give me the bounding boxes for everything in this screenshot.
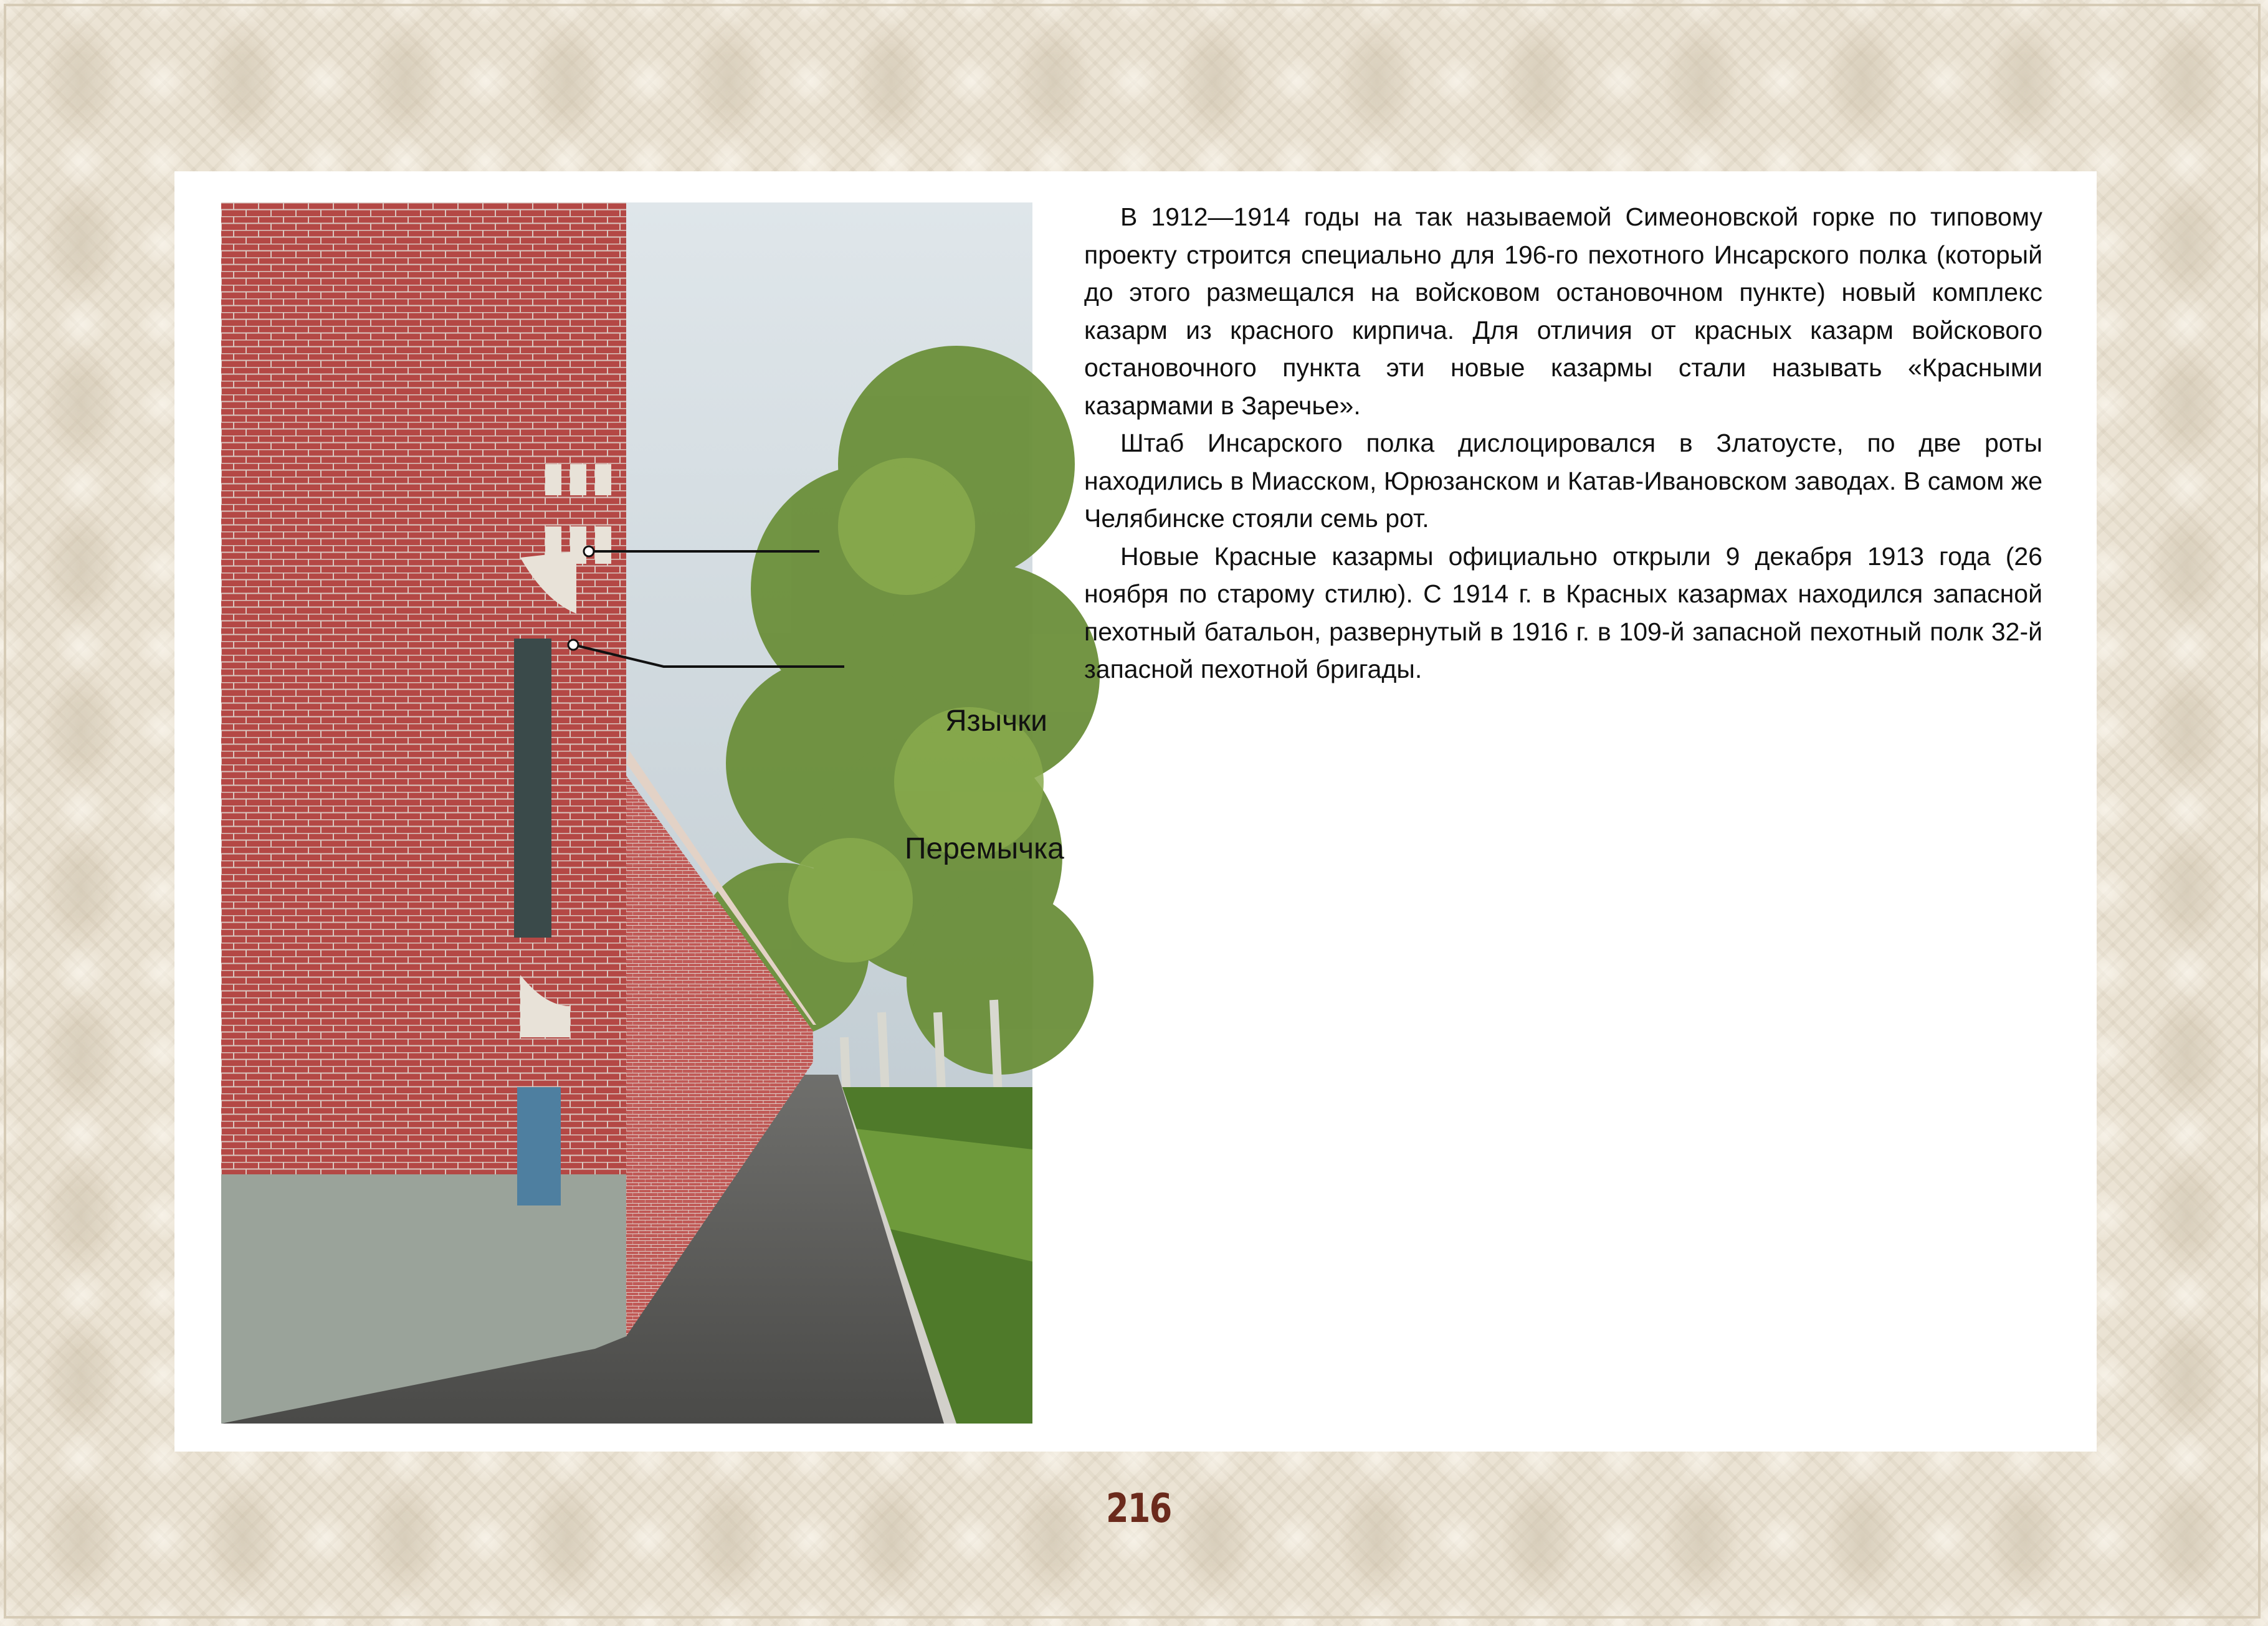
- callout-label-tongues: Язычки: [945, 705, 1047, 738]
- callout-label-lintel: Перемычка: [905, 832, 1064, 865]
- article-text: [1084, 198, 2042, 688]
- page-number: 216: [1106, 1486, 1171, 1532]
- paragraph: Штаб Инсарского полка дислоцировался в Златоусте, по две роты находились в Миасском, Юрюзанском и Катав-Ивановском заводах. В самом же Челябинске стояли семь рот.: [1084, 429, 2042, 533]
- paragraph: В 1912—1914 годы на так называемой Симеоновской горке по типовому проекту строится специально для 196-го пехотного Инсарского полка (который до этого размещался на войсковом остановочном пункте) новый комплекс казарм из красного кирпича. Для отличия от красных казарм войскового остановочного пункта эти новые казармы стали называть «Красными казармами в Заречье».: [1084, 202, 2042, 420]
- barracks-photo: [221, 202, 1064, 1424]
- paragraph: Новые Красные казармы официально открыли 9 декабря 1913 года (26 ноября по старому стилю). С 1914 г. в Красных казармах находился запасной пехотный батальон, развернутый в 1916 г. в 109-й запасной пехотный полк 32-й запасной пехотной бригады.: [1084, 541, 2042, 683]
- barracks-photo-illustration: [221, 202, 1032, 1424]
